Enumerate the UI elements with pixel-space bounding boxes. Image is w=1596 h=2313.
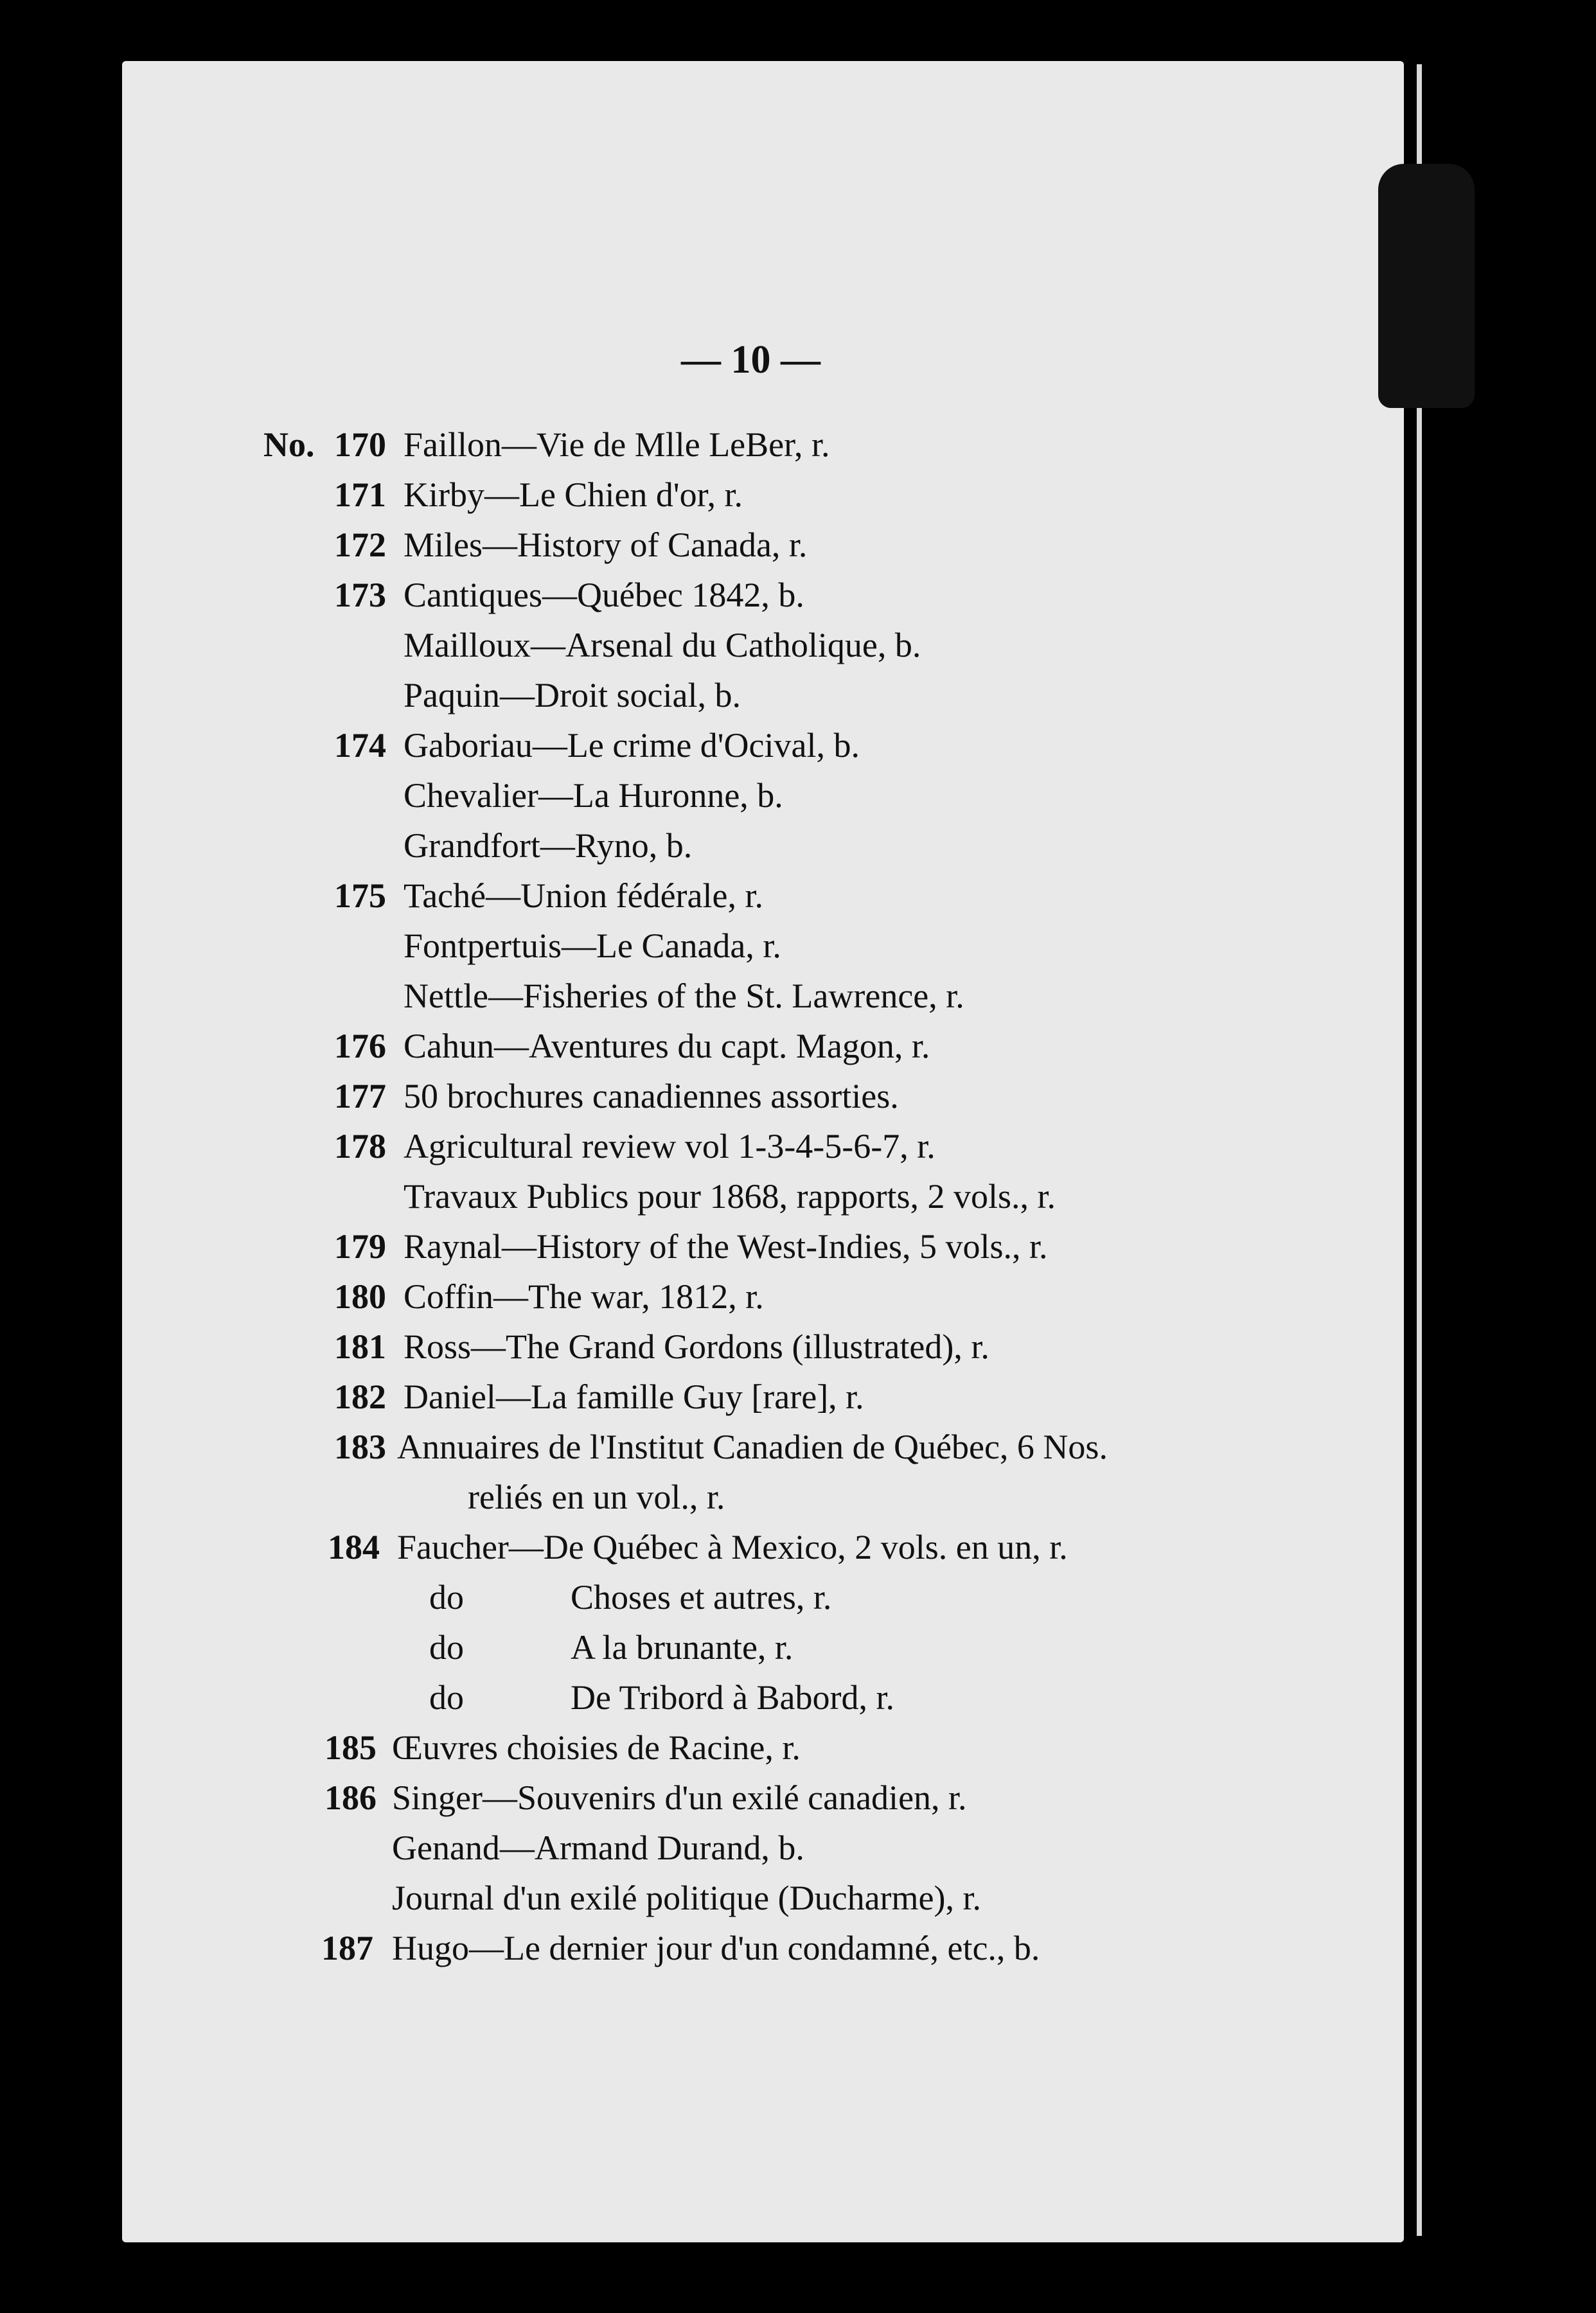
entry-text: Kirby—Le Chien d'or, r. <box>403 475 743 514</box>
entry-text: Travaux Publics pour 1868, rapports, 2 vols., r. <box>403 1177 1056 1216</box>
entry-text: Agricultural review vol 1-3-4-5-6-7, r. <box>403 1127 935 1165</box>
entry-text: Faucher—De Québec à Mexico, 2 vols. en un, r. <box>397 1528 1068 1566</box>
entry-text: Annuaires de l'Institut Canadien de Québec, 6 Nos. <box>397 1428 1108 1466</box>
entry-text: Ross—The Grand Gordons (illustrated), r. <box>403 1327 989 1366</box>
entry-text: Chevalier—La Huronne, b. <box>403 776 783 815</box>
entry-text: Paquin—Droit social, b. <box>403 676 741 714</box>
entry-number: 181 <box>334 1327 386 1366</box>
entry-text: Grandfort—Ryno, b. <box>403 826 693 865</box>
entry-number: 180 <box>334 1277 386 1316</box>
entry-text: A la brunante, r. <box>571 1628 794 1667</box>
entry-text: 50 brochures canadiennes assorties. <box>403 1077 899 1115</box>
entry-text: Nettle—Fisheries of the St. Lawrence, r. <box>403 977 964 1015</box>
entry-text: Coffin—The war, 1812, r. <box>403 1277 764 1316</box>
entry-text: Faillon—Vie de Mlle LeBer, r. <box>403 425 830 464</box>
entry-number: 179 <box>334 1227 386 1266</box>
entry-text: De Tribord à Babord, r. <box>571 1678 894 1717</box>
entry-text: Mailloux—Arsenal du Catholique, b. <box>403 626 921 664</box>
entry-number: 184 <box>328 1528 380 1566</box>
entry-text: Choses et autres, r. <box>571 1578 832 1617</box>
entry-text: Daniel—La famille Guy [rare], r. <box>403 1378 864 1416</box>
page-number: — 10 — <box>681 338 820 382</box>
entry-text: Miles—History of Canada, r. <box>403 526 808 564</box>
entry-text: Cahun—Aventures du capt. Magon, r. <box>403 1027 930 1065</box>
ditto-mark: do <box>429 1678 464 1717</box>
entry-number: 183 <box>334 1428 386 1466</box>
entry-text: Genand—Armand Durand, b. <box>392 1829 804 1867</box>
entry-text: Raynal—History of the West-Indies, 5 vols., r. <box>403 1227 1048 1266</box>
entry-text: Fontpertuis—Le Canada, r. <box>403 926 781 965</box>
entry-number: 186 <box>324 1778 377 1817</box>
entry-number: 175 <box>334 876 386 915</box>
entry-number: 170 <box>334 425 386 464</box>
entry-text: Œuvres choisies de Racine, r. <box>392 1728 801 1767</box>
entry-text: Singer—Souvenirs d'un exilé canadien, r. <box>392 1778 967 1817</box>
entry-text: Hugo—Le dernier jour d'un condamné, etc., b. <box>392 1929 1040 1967</box>
entry-text: Journal d'un exilé politique (Ducharme), r. <box>392 1879 981 1917</box>
entry-number: 187 <box>321 1929 373 1967</box>
entry-text: Gaboriau—Le crime d'Ocival, b. <box>403 726 860 765</box>
entry-number: 176 <box>334 1027 386 1065</box>
entry-number: 172 <box>334 526 386 564</box>
entry-number: 174 <box>334 726 386 765</box>
entry-prefix: No. <box>263 425 315 464</box>
entry-number: 185 <box>324 1728 377 1767</box>
entry-text: Cantiques—Québec 1842, b. <box>403 576 804 614</box>
entry-number: 177 <box>334 1077 386 1115</box>
ditto-mark: do <box>429 1578 464 1617</box>
ditto-mark: do <box>429 1628 464 1667</box>
entry-text: Taché—Union fédérale, r. <box>403 876 763 915</box>
entry-number: 178 <box>334 1127 386 1165</box>
entry-number: 171 <box>334 475 386 514</box>
entry-number: 173 <box>334 576 386 614</box>
entry-number: 182 <box>334 1378 386 1416</box>
entry-text: reliés en un vol., r. <box>468 1478 725 1516</box>
